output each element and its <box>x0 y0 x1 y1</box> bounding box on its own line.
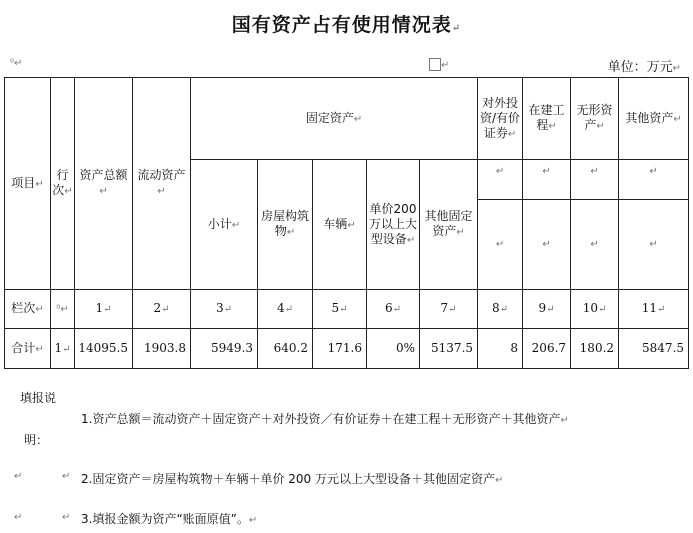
note-item: 2.固定资产＝房屋构筑物＋车辆＋单价 200 万元以上大型设备＋其他固定资产↵ <box>81 472 504 486</box>
return-mark: ↵ <box>62 471 71 482</box>
total-zaijian-gongcheng: 206.7 <box>523 329 571 369</box>
lanci-cell: 9↵ <box>523 290 571 329</box>
total-label: 合计↵ <box>5 329 51 369</box>
total-duiwai-touzi: 8 <box>478 329 523 369</box>
header-liudong-zichan: 流动资产↵ <box>133 78 191 290</box>
header-zichan-zonge: 资产总额↵ <box>75 78 133 290</box>
empty-cell: ↵ <box>619 200 689 290</box>
total-qita-guding: 5137.5 <box>420 329 478 369</box>
lanci-hangci-cell: ⁰↵ <box>51 290 75 329</box>
empty-cell: ↵ <box>571 200 619 290</box>
lanci-cell: 8↵ <box>478 290 523 329</box>
page-title: 国有资产占有使用情况表↵ <box>231 14 462 36</box>
lanci-cell: 5↵ <box>313 290 367 329</box>
empty-cell: ↵ <box>523 200 571 290</box>
header-hangci: 行次↵ <box>51 78 75 290</box>
header-cheliang: 车辆↵ <box>313 160 367 290</box>
notes-label-part2: 明： <box>24 433 49 447</box>
lanci-cell: 2↵ <box>133 290 191 329</box>
lanci-cell: 11↵ <box>619 290 689 329</box>
total-dajia-shebei: 0% <box>367 329 420 369</box>
note-item: 1.资产总额＝流动资产＋固定资产＋对外投资／有价证券＋在建工程＋无形资产＋其他资产↵ <box>81 412 569 426</box>
return-mark: ↵ <box>14 471 23 482</box>
total-liudong-zichan: 1903.8 <box>133 329 191 369</box>
header-wuxing-zichan: 无形资产↵ <box>571 78 619 160</box>
total-zichan-zonge: 14095.5 <box>75 329 133 369</box>
notes-label-part1: 填报说 <box>20 391 57 405</box>
header-zaijian-gongcheng: 在建工程↵ <box>523 78 571 160</box>
return-mark: ↵ <box>62 512 71 523</box>
total-xiaoji: 5949.3 <box>191 329 258 369</box>
header-fangwu: 房屋构筑物↵ <box>258 160 313 290</box>
empty-cell: ↵ <box>478 200 523 290</box>
lanci-cell: 3↵ <box>191 290 258 329</box>
header-duiwai-touzi: 对外投资/有价证券↵ <box>478 78 523 160</box>
lanci-cell: 1↵ <box>75 290 133 329</box>
total-cheliang: 171.6 <box>313 329 367 369</box>
total-wuxing-zichan: 180.2 <box>571 329 619 369</box>
lanci-cell: 6↵ <box>367 290 420 329</box>
header-qita-zichan: 其他资产↵ <box>619 78 689 160</box>
unit-label: 单位：万元↵ <box>607 60 681 75</box>
asset-table <box>4 77 689 369</box>
total-qita-zichan: 5847.5 <box>619 329 689 369</box>
empty-cell: ↵ <box>619 160 689 200</box>
total-line-no: 1↵ <box>51 329 75 369</box>
header-xiaoji: 小计↵ <box>191 160 258 290</box>
empty-cell: ↵ <box>523 160 571 200</box>
lanci-cell: 4↵ <box>258 290 313 329</box>
empty-cell: ↵ <box>478 160 523 200</box>
header-xiangmu: 项目↵ <box>5 78 51 290</box>
checkbox-placeholder[interactable] <box>429 58 441 71</box>
lanci-label: 栏次↵ <box>5 290 51 329</box>
header-dajia-shebei: 单价200万以上大型设备↵ <box>367 160 420 290</box>
header-guding-zichan: 固定资产↵ <box>191 78 478 160</box>
paragraph-mark: ⁰↵ <box>10 58 23 69</box>
total-fangwu: 640.2 <box>258 329 313 369</box>
return-mark: ↵ <box>441 60 450 71</box>
lanci-cell: 10↵ <box>571 290 619 329</box>
note-item: 3.填报金额为资产“账面原值”。↵ <box>81 512 258 526</box>
lanci-cell: 7↵ <box>420 290 478 329</box>
header-qita-guding: 其他固定资产↵ <box>420 160 478 290</box>
empty-cell: ↵ <box>571 160 619 200</box>
return-mark: ↵ <box>14 512 23 523</box>
